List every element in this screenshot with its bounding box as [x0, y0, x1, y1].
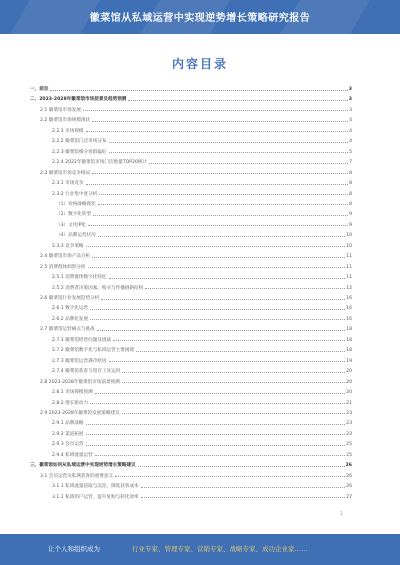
toc-entry-page: 26 [345, 463, 352, 469]
toc-entry-label: 2.3.2 行业集中度分析 [52, 191, 98, 197]
toc-dot-leader [95, 393, 345, 394]
toc-entry-page: 16 [346, 306, 352, 312]
toc-entry-label: 2.1 徽菜馆市场发展 [40, 107, 81, 113]
toc-entry-label: 2.2.2 徽菜馆门店市场分布 [52, 139, 107, 145]
toc-heading: 内容目录 [171, 57, 228, 71]
toc-entry[interactable] [52, 430, 352, 437]
toc-entry[interactable] [52, 357, 352, 364]
toc-entry-page: 9 [349, 212, 352, 218]
toc-entry[interactable] [52, 388, 352, 395]
footer-slogan-left: 让个人和组织成为 [48, 545, 100, 553]
toc-entry[interactable] [52, 315, 352, 322]
toc-entry-page: 18 [346, 327, 352, 333]
toc-entry-label: 2.8 2023-2028年徽菜馆市场前景预测 [40, 379, 120, 385]
toc-entry[interactable] [30, 85, 352, 92]
toc-dot-leader [128, 100, 347, 101]
toc-dot-leader [115, 476, 345, 477]
toc-entry-page: 9 [349, 222, 352, 228]
toc-dot-leader [90, 309, 345, 310]
table-of-contents [30, 85, 352, 503]
toc-dot-leader [98, 236, 345, 237]
toc-dot-leader [122, 413, 345, 414]
toc-dot-leader [83, 110, 348, 111]
toc-dot-leader [101, 299, 345, 300]
toc-entry[interactable] [52, 242, 352, 249]
toc-dot-leader [136, 351, 345, 352]
toc-entry[interactable] [52, 148, 352, 155]
toc-entry-label: （2）数字化转型 [56, 212, 92, 218]
toc-dot-leader [97, 330, 345, 331]
toc-dot-leader [86, 184, 349, 185]
toc-dot-leader [90, 403, 345, 404]
toc-entry-page: 23 [346, 421, 352, 427]
toc-entry-label: 2.3 徽菜馆市场竞争格局 [40, 170, 91, 176]
toc-entry-label: 2.2.1 市场规模 [52, 128, 84, 134]
toc-entry-label: 3.1.2 私域用户运营，提升复购与转化效率 [52, 494, 139, 500]
toc-entry[interactable] [52, 493, 352, 500]
toc-entry-page: 11 [346, 254, 352, 260]
toc-entry-page: 16 [346, 316, 352, 322]
toc-entry-page: 3 [349, 107, 352, 113]
toc-entry[interactable] [52, 451, 352, 458]
toc-dot-leader [149, 163, 348, 164]
toc-dot-leader [109, 152, 349, 153]
toc-entry-label: 2.6.1 数字化运营 [52, 306, 89, 312]
toc-entry-page: 18 [346, 337, 352, 343]
toc-entry[interactable] [40, 263, 352, 270]
toc-entry[interactable] [40, 294, 352, 301]
toc-entry[interactable] [52, 419, 352, 426]
toc-entry-label: 2.9 2023-2028年徽菜馆发展策略建议 [40, 410, 120, 416]
toc-entry[interactable] [52, 284, 352, 291]
toc-entry[interactable] [52, 346, 352, 353]
toc-entry-label: 2.6.2 品牌化发展 [52, 316, 89, 322]
toc-entry-page: 8 [349, 170, 352, 176]
toc-entry-page: 26 [346, 473, 352, 479]
toc-entry-page: 12 [346, 285, 352, 291]
footer-banner [0, 534, 400, 565]
toc-entry-page: 20 [346, 369, 352, 375]
toc-dot-leader [98, 204, 348, 205]
toc-entry[interactable] [52, 179, 352, 186]
toc-entry-label: 2.8.2 增长驱动力 [52, 400, 89, 406]
toc-entry-label: 一、前言 [30, 87, 49, 92]
toc-entry-page: 25 [346, 442, 352, 448]
toc-entry-label: 2.3.3 竞争策略 [52, 243, 84, 249]
toc-entry[interactable] [52, 190, 352, 197]
toc-entry-label: 2.9.3 会员运营 [52, 442, 84, 448]
toc-entry-label: 2.6 徽菜馆行业发展趋势分析 [40, 296, 100, 301]
toc-entry-label: 2.7.2 徽菜馆数字化与私域运营主要困境 [52, 348, 135, 354]
toc-dot-leader [113, 340, 345, 341]
toc-entry-label: （1）价格战略现状 [56, 201, 96, 207]
toc-entry-page: 3 [348, 87, 352, 92]
toc-entry-page: 10 [346, 243, 352, 249]
toc-dot-leader [95, 455, 345, 456]
toc-entry-label: 2.7.4 徽菜馆获客与留存工具运用 [52, 369, 121, 375]
toc-entry[interactable] [52, 482, 352, 489]
toc-entry-page: 19 [346, 358, 352, 364]
toc-entry[interactable] [40, 169, 352, 176]
toc-entry[interactable] [40, 252, 352, 259]
toc-entry[interactable] [52, 399, 352, 406]
toc-entry-page: 3 [348, 97, 352, 103]
toc-dot-leader [86, 445, 346, 446]
toc-entry-page: 10 [346, 233, 352, 239]
toc-dot-leader [92, 121, 348, 122]
report-title: 徽菜馆从私域运营中实现逆势增长策略研究报告 [89, 13, 311, 24]
toc-entry[interactable] [52, 440, 352, 447]
toc-entry-label: 2.2.3 徽菜馆细分客群偏好 [52, 149, 107, 155]
toc-entry-label: 二、2023-2028年徽菜馆市场前景及趋势预测 [30, 97, 127, 103]
toc-entry[interactable] [40, 409, 352, 416]
toc-entry-label: 三、徽菜馆如何从私域运营中实现逆势增长策略建议 [30, 463, 136, 469]
toc-dot-leader [109, 278, 346, 279]
toc-dot-leader [88, 267, 346, 268]
toc-dot-leader [122, 372, 345, 373]
toc-entry-label: 2.8.1 市场规模预测 [52, 390, 93, 396]
toc-entry[interactable] [40, 472, 352, 479]
toc-entry[interactable] [52, 367, 352, 374]
toc-entry[interactable] [56, 231, 352, 238]
toc-entry-page: 23 [346, 410, 352, 416]
toc-entry-page: 20 [346, 390, 352, 396]
toc-entry-page: 18 [346, 348, 352, 354]
toc-dot-leader [93, 215, 348, 216]
toc-entry-page: 11 [346, 275, 352, 281]
toc-entry-label: 2.2 徽菜馆市场规模现状 [40, 118, 91, 124]
toc-entry-page: 8 [349, 181, 352, 187]
toc-dot-leader [86, 434, 346, 435]
toc-entry[interactable] [52, 127, 352, 134]
toc-entry-page: 21 [346, 400, 352, 406]
toc-entry-label: 3.1 会员运营从私域获客的重要意义 [40, 473, 114, 479]
toc-entry-page: 8 [349, 201, 352, 207]
toc-entry-page: 16 [346, 296, 352, 301]
toc-entry-label: 2.2.4 2022年徽菜馆市场门店数量TOP20统计 [52, 160, 148, 166]
toc-entry-page: 4 [349, 139, 352, 145]
toc-entry-page: 23 [346, 431, 352, 437]
toc-entry-label: 2.5 消费群体洞察分析 [40, 264, 86, 270]
toc-entry-label: 2.7.3 徽菜馆运营遇冷原因 [52, 358, 107, 364]
toc-entry-page: 4 [349, 128, 352, 134]
toc-dot-leader [50, 90, 347, 91]
toc-entry[interactable] [40, 325, 352, 332]
toc-dot-leader [88, 225, 348, 226]
toc-dot-leader [141, 487, 345, 488]
toc-entry[interactable] [40, 116, 352, 123]
toc-dot-leader [141, 497, 345, 498]
footer-slogan-right: 行业专家、管理专家、营销专家、战略专家、成功企业家…… [132, 545, 308, 553]
toc-entry-label: 2.9.4 私域流量运营 [52, 452, 93, 458]
toc-dot-leader [86, 246, 346, 247]
toc-entry-label: 2.9.2 渠道拓展 [52, 431, 84, 437]
toc-dot-leader [99, 194, 348, 195]
toc-entry-page: 8 [349, 191, 352, 197]
toc-dot-leader [92, 257, 345, 258]
toc-entry-label: 3.1.1 私域流量获取与沉淀，降低获客成本 [52, 484, 139, 490]
toc-entry-page: 5 [349, 149, 352, 155]
toc-dot-leader [138, 466, 345, 467]
toc-dot-leader [90, 319, 345, 320]
toc-entry-label: 2.7 徽菜馆运营痛点与挑战 [40, 327, 95, 333]
header-banner [0, 0, 400, 34]
toc-entry-label: 2.9.1 品牌战略 [52, 421, 84, 427]
toc-entry-label: 2.5.2 消费者决策因素、购买与传播链路结构 [52, 285, 144, 291]
toc-entry-label: 2.5.1 消费群体数字化特征 [52, 275, 107, 281]
toc-entry[interactable] [56, 210, 352, 217]
toc-dot-leader [86, 131, 349, 132]
toc-entry-label: 2.7.1 徽菜馆经营问题及挑战 [52, 337, 112, 343]
toc-entry[interactable] [52, 336, 352, 343]
toc-entry-label: （4）品牌运营状况 [56, 233, 96, 239]
toc-entry[interactable] [52, 304, 352, 311]
toc-entry[interactable] [56, 200, 352, 207]
toc-entry[interactable] [52, 137, 352, 144]
toc-entry-page: 26 [346, 484, 352, 490]
toc-entry-page: 4 [349, 118, 352, 124]
toc-entry-page: 27 [346, 494, 352, 500]
toc-entry[interactable] [52, 158, 352, 165]
toc-entry-label: （3）文化IP化 [56, 222, 87, 228]
page-number: 2 [340, 512, 343, 517]
toc-entry-page: 25 [346, 452, 352, 458]
toc-entry-page: 7 [349, 160, 352, 166]
toc-entry-page: 11 [346, 264, 352, 270]
toc-dot-leader [109, 361, 346, 362]
toc-dot-leader [122, 382, 345, 383]
toc-entry[interactable] [40, 378, 352, 385]
toc-entry[interactable] [40, 106, 352, 113]
toc-dot-leader [86, 424, 346, 425]
toc-dot-leader [145, 288, 345, 289]
toc-entry[interactable] [30, 461, 352, 468]
toc-entry-label: 2.4 徽菜馆市场产品分析 [40, 254, 91, 260]
toc-entry-page: 20 [346, 379, 352, 385]
toc-dot-leader [92, 173, 348, 174]
toc-entry[interactable] [30, 95, 352, 102]
toc-entry[interactable] [56, 221, 352, 228]
toc-dot-leader [109, 142, 349, 143]
toc-entry-label: 2.3.1 市场竞争 [52, 181, 84, 187]
toc-entry[interactable] [52, 273, 352, 280]
